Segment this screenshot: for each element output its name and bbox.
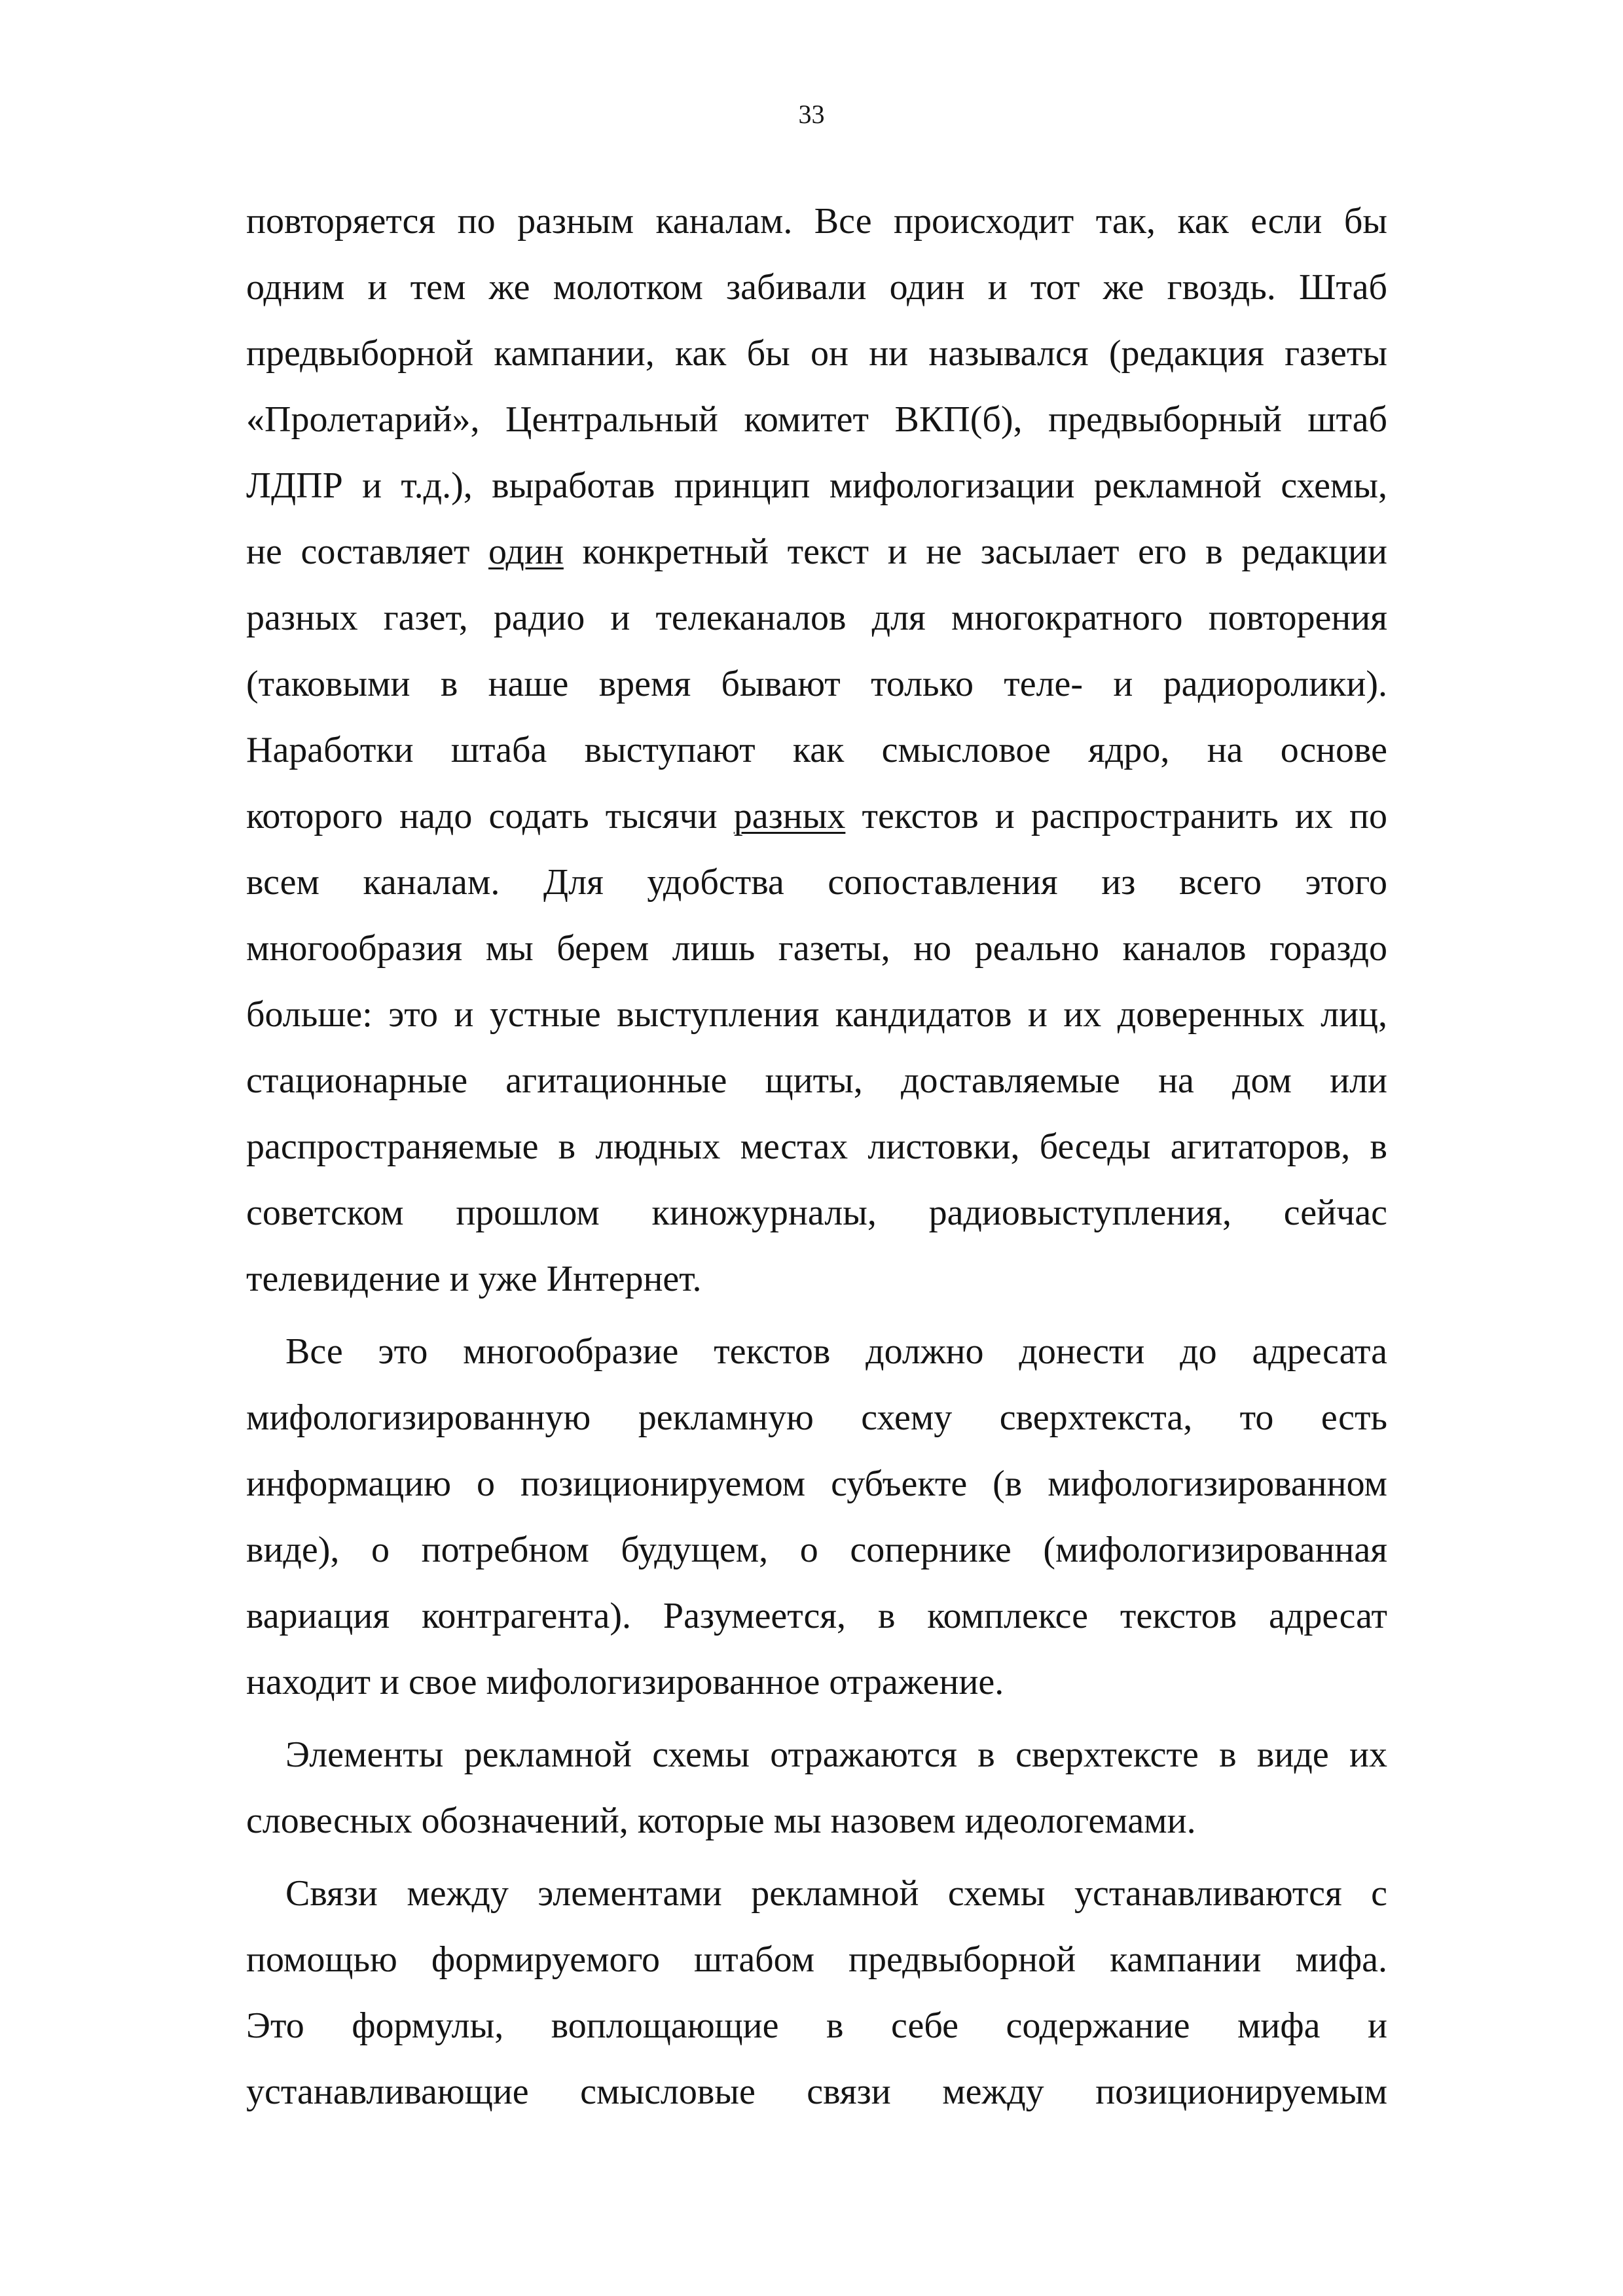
page-number: 33 <box>798 99 825 129</box>
text-line: Элементы рекламной схемы отражаются в сверхтексте в виде их <box>285 1734 1387 1775</box>
text-line: вариация контрагента). Разумеется, в комплексе текстов адресат <box>246 1596 1387 1636</box>
text-segment: не составляет <box>246 531 489 572</box>
text-line: помощью формируемого штабом предвыборной кампании мифа. <box>246 1939 1387 1980</box>
text-line <box>246 519 1387 585</box>
text-line: разных газет, радио и телеканалов для многократного повторения <box>246 598 1387 638</box>
text-line: повторяется по разным каналам. Все происходит так, как если бы <box>246 201 1387 242</box>
text-line: советском прошлом киножурналы, радиовыступления, сейчас <box>246 1193 1387 1233</box>
text-line: одним и тем же молотком забивали один и тот же гвоздь. Штаб <box>246 267 1387 308</box>
text-line: «Пролетарий», Центральный комитет ВКП(б), предвыборный штаб <box>246 399 1387 440</box>
underlined-word: разных <box>733 796 846 836</box>
text-line: (таковыми в наше время бывают только теле- и радиоролики). <box>246 664 1387 704</box>
text-line: распространяемые в людных местах листовки, беседы агитаторов, в <box>246 1126 1387 1167</box>
text-line: устанавливающие смысловые связи между позиционируемым <box>246 2072 1387 2112</box>
underlined-word: один <box>488 531 564 572</box>
text-line: предвыборной кампании, как бы он ни назывался (редакция газеты <box>246 333 1387 374</box>
text-line: мифологизированную рекламную схему сверхтекста, то есть <box>246 1397 1387 1438</box>
paragraph-4 <box>246 1861 1387 2125</box>
text-line: Все это многообразие текстов должно донести до адресата <box>285 1331 1387 1372</box>
text-line: Связи между элементами рекламной схемы устанавливаются с <box>285 1873 1387 1914</box>
text-line: находит и свое мифологизированное отражение. <box>246 1662 1004 1702</box>
text-segment: которого надо содать тысячи <box>246 796 734 836</box>
paragraph-2 <box>246 1319 1387 1715</box>
text-line: словесных обозначений, которые мы назовем идеологемами. <box>246 1801 1196 1841</box>
text-line: многообразия мы берем лишь газеты, но реально каналов гораздо <box>246 928 1387 969</box>
text-line: виде), о потребном будущем, о сопернике (мифологизированная <box>246 1530 1387 1570</box>
paragraph-1 <box>246 188 1387 1312</box>
text-line: больше: это и устные выступления кандидатов и их доверенных лиц, <box>246 994 1387 1035</box>
text-line: ЛДПР и т.д.), выработав принцип мифологизации рекламной схемы, <box>246 465 1387 506</box>
text-segment: текстов и распространить их по <box>845 796 1387 836</box>
text-line: телевидение и уже Интернет. <box>246 1259 702 1299</box>
text-line: информацию о позиционируемом субъекте (в мифологизированном <box>246 1463 1387 1504</box>
body-text <box>246 188 1387 2125</box>
text-line: стационарные агитационные щиты, доставляемые на дом или <box>246 1060 1387 1101</box>
text-line: Это формулы, воплощающие в себе содержание мифа и <box>246 2005 1387 2046</box>
text-line <box>246 783 1387 850</box>
paragraph-3 <box>246 1722 1387 1854</box>
text-line: всем каналам. Для удобства сопоставления из всего этого <box>246 862 1387 903</box>
text-line: Наработки штаба выступают как смысловое ядро, на основе <box>246 730 1387 770</box>
text-segment: конкретный текст и не засылает его в редакции <box>563 531 1387 572</box>
